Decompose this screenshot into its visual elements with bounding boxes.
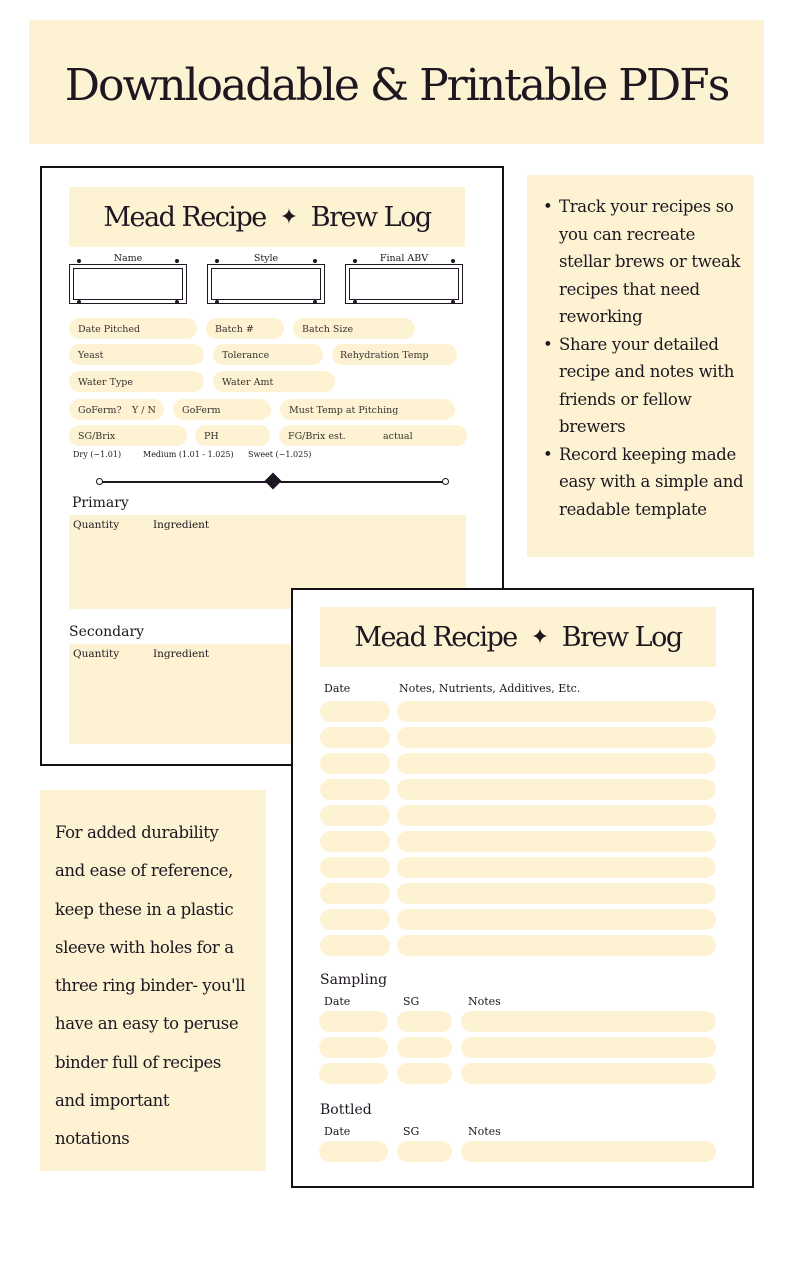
note-line: and important <box>55 1091 170 1111</box>
name-frame <box>69 253 187 304</box>
sheet-title <box>320 607 716 667</box>
sg-brix-field: SG/Brix <box>69 425 187 446</box>
log-notes-cell <box>397 831 716 852</box>
header-banner <box>29 20 764 144</box>
sampling-date-cell <box>319 1063 388 1084</box>
sheet-title-left: Mead Recipe <box>103 201 266 233</box>
sweet-label: Sweet (~1.025) <box>248 450 312 459</box>
log-date-cell <box>320 935 390 956</box>
date-pitched-field: Date Pitched <box>69 318 197 339</box>
sampling-sg-cell <box>397 1011 452 1032</box>
goferm-yn-field <box>69 399 164 420</box>
sampling-date-col: Date <box>324 995 351 1008</box>
sampling-notes-cell <box>461 1011 716 1032</box>
feature-item: • Share your detailed recipe and notes with friends or fellow brewers <box>541 331 744 441</box>
secondary-quantity-col: Quantity <box>73 648 120 660</box>
feature-item: • Record keeping made easy with a simple and readable template <box>541 441 744 524</box>
note-line: notations <box>55 1129 130 1149</box>
bottled-sg-col: SG <box>403 1125 420 1138</box>
batch-size-field: Batch Size <box>293 318 415 339</box>
log-date-cell <box>320 831 390 852</box>
sampling-notes-cell <box>461 1063 716 1084</box>
log-date-cell <box>320 883 390 904</box>
log-notes-cell <box>397 909 716 930</box>
log-notes-cell <box>397 883 716 904</box>
yes-no-choice: Y / N <box>132 405 156 416</box>
dry-label: Dry (~1.01) <box>73 450 122 459</box>
sampling-sg-col: SG <box>403 995 420 1008</box>
log-notes-cell <box>397 935 716 956</box>
sampling-heading: Sampling <box>320 972 388 988</box>
scale-end-dot <box>442 478 449 485</box>
sampling-sg-cell <box>397 1037 452 1058</box>
note-line: binder full of recipes <box>55 1052 221 1072</box>
bottled-notes-cell <box>461 1141 716 1162</box>
goferm-question: GoFerm? <box>78 405 122 416</box>
log-notes-col: Notes, Nutrients, Additives, Etc. <box>399 682 581 695</box>
name-label: Name <box>99 253 157 264</box>
note-line: sleeve with holes for a <box>55 937 234 957</box>
sampling-notes-cell <box>461 1037 716 1058</box>
tolerance-field: Tolerance <box>213 344 323 365</box>
water-type-field: Water Type <box>69 371 204 392</box>
sheet-title-left: Mead Recipe <box>354 621 517 653</box>
log-date-cell <box>320 857 390 878</box>
bottled-heading: Bottled <box>320 1102 372 1118</box>
fg-brix-field <box>279 425 467 446</box>
actual-label: actual <box>383 431 413 442</box>
log-date-cell <box>320 909 390 930</box>
log-date-cell <box>320 805 390 826</box>
rehydration-field: Rehydration Temp <box>332 344 457 365</box>
sampling-date-cell <box>319 1011 388 1032</box>
log-date-cell <box>320 701 390 722</box>
primary-ingredient-col: Ingredient <box>153 519 210 531</box>
primary-quantity-col: Quantity <box>73 519 120 531</box>
binder-note-box <box>40 790 266 1171</box>
fg-brix-label: FG/Brix est. <box>288 431 346 442</box>
secondary-ingredient-col: Ingredient <box>153 648 210 660</box>
style-label: Style <box>237 253 295 264</box>
log-notes-cell <box>397 727 716 748</box>
sampling-sg-cell <box>397 1063 452 1084</box>
star-icon: ✦ <box>530 624 548 650</box>
note-line: For added durability <box>55 823 219 842</box>
bottled-date-col: Date <box>324 1125 351 1138</box>
log-date-cell <box>320 753 390 774</box>
medium-label: Medium (1.01 - 1.025) <box>143 450 234 459</box>
log-date-col: Date <box>324 682 351 695</box>
log-notes-cell <box>397 857 716 878</box>
goferm-field: GoFerm <box>173 399 271 420</box>
brew-log-sheet-preview <box>291 588 754 1188</box>
note-line: three ring binder- you'll <box>55 976 245 996</box>
water-amt-field: Water Amt <box>213 371 335 392</box>
feature-list-box <box>527 175 754 557</box>
feature-item: • Track your recipes so you can recreate stellar brews or tweak recipes that need reworking <box>541 193 744 331</box>
sheet-title <box>69 187 465 247</box>
yeast-field: Yeast <box>69 344 204 365</box>
note-line: keep these in a plastic <box>55 899 234 919</box>
bottled-notes-col: Notes <box>468 1125 501 1138</box>
log-notes-cell <box>397 701 716 722</box>
style-frame <box>207 253 325 304</box>
log-date-cell <box>320 727 390 748</box>
ph-field: PH <box>195 425 270 446</box>
note-line: have an easy to peruse <box>55 1014 239 1034</box>
sampling-notes-col: Notes <box>468 995 501 1008</box>
batch-field: Batch # <box>206 318 284 339</box>
primary-heading: Primary <box>72 495 129 511</box>
bottled-date-cell <box>319 1141 388 1162</box>
feature-list <box>541 193 744 523</box>
log-date-cell <box>320 779 390 800</box>
page-title: Downloadable & Printable PDFs <box>64 60 729 111</box>
scale-start-dot <box>96 478 103 485</box>
sheet-title-right: Brew Log <box>561 621 682 653</box>
star-icon: ✦ <box>279 204 297 230</box>
secondary-heading: Secondary <box>69 624 145 640</box>
log-notes-cell <box>397 779 716 800</box>
sheet-title-right: Brew Log <box>310 201 431 233</box>
final-abv-frame <box>345 253 463 304</box>
sampling-date-cell <box>319 1037 388 1058</box>
bottled-sg-cell <box>397 1141 452 1162</box>
must-temp-field: Must Temp at Pitching <box>280 399 455 420</box>
scale-marker-icon <box>265 473 282 490</box>
note-line: and ease of reference, <box>55 861 233 881</box>
final-abv-label: Final ABV <box>369 253 439 264</box>
log-notes-cell <box>397 753 716 774</box>
log-notes-cell <box>397 805 716 826</box>
